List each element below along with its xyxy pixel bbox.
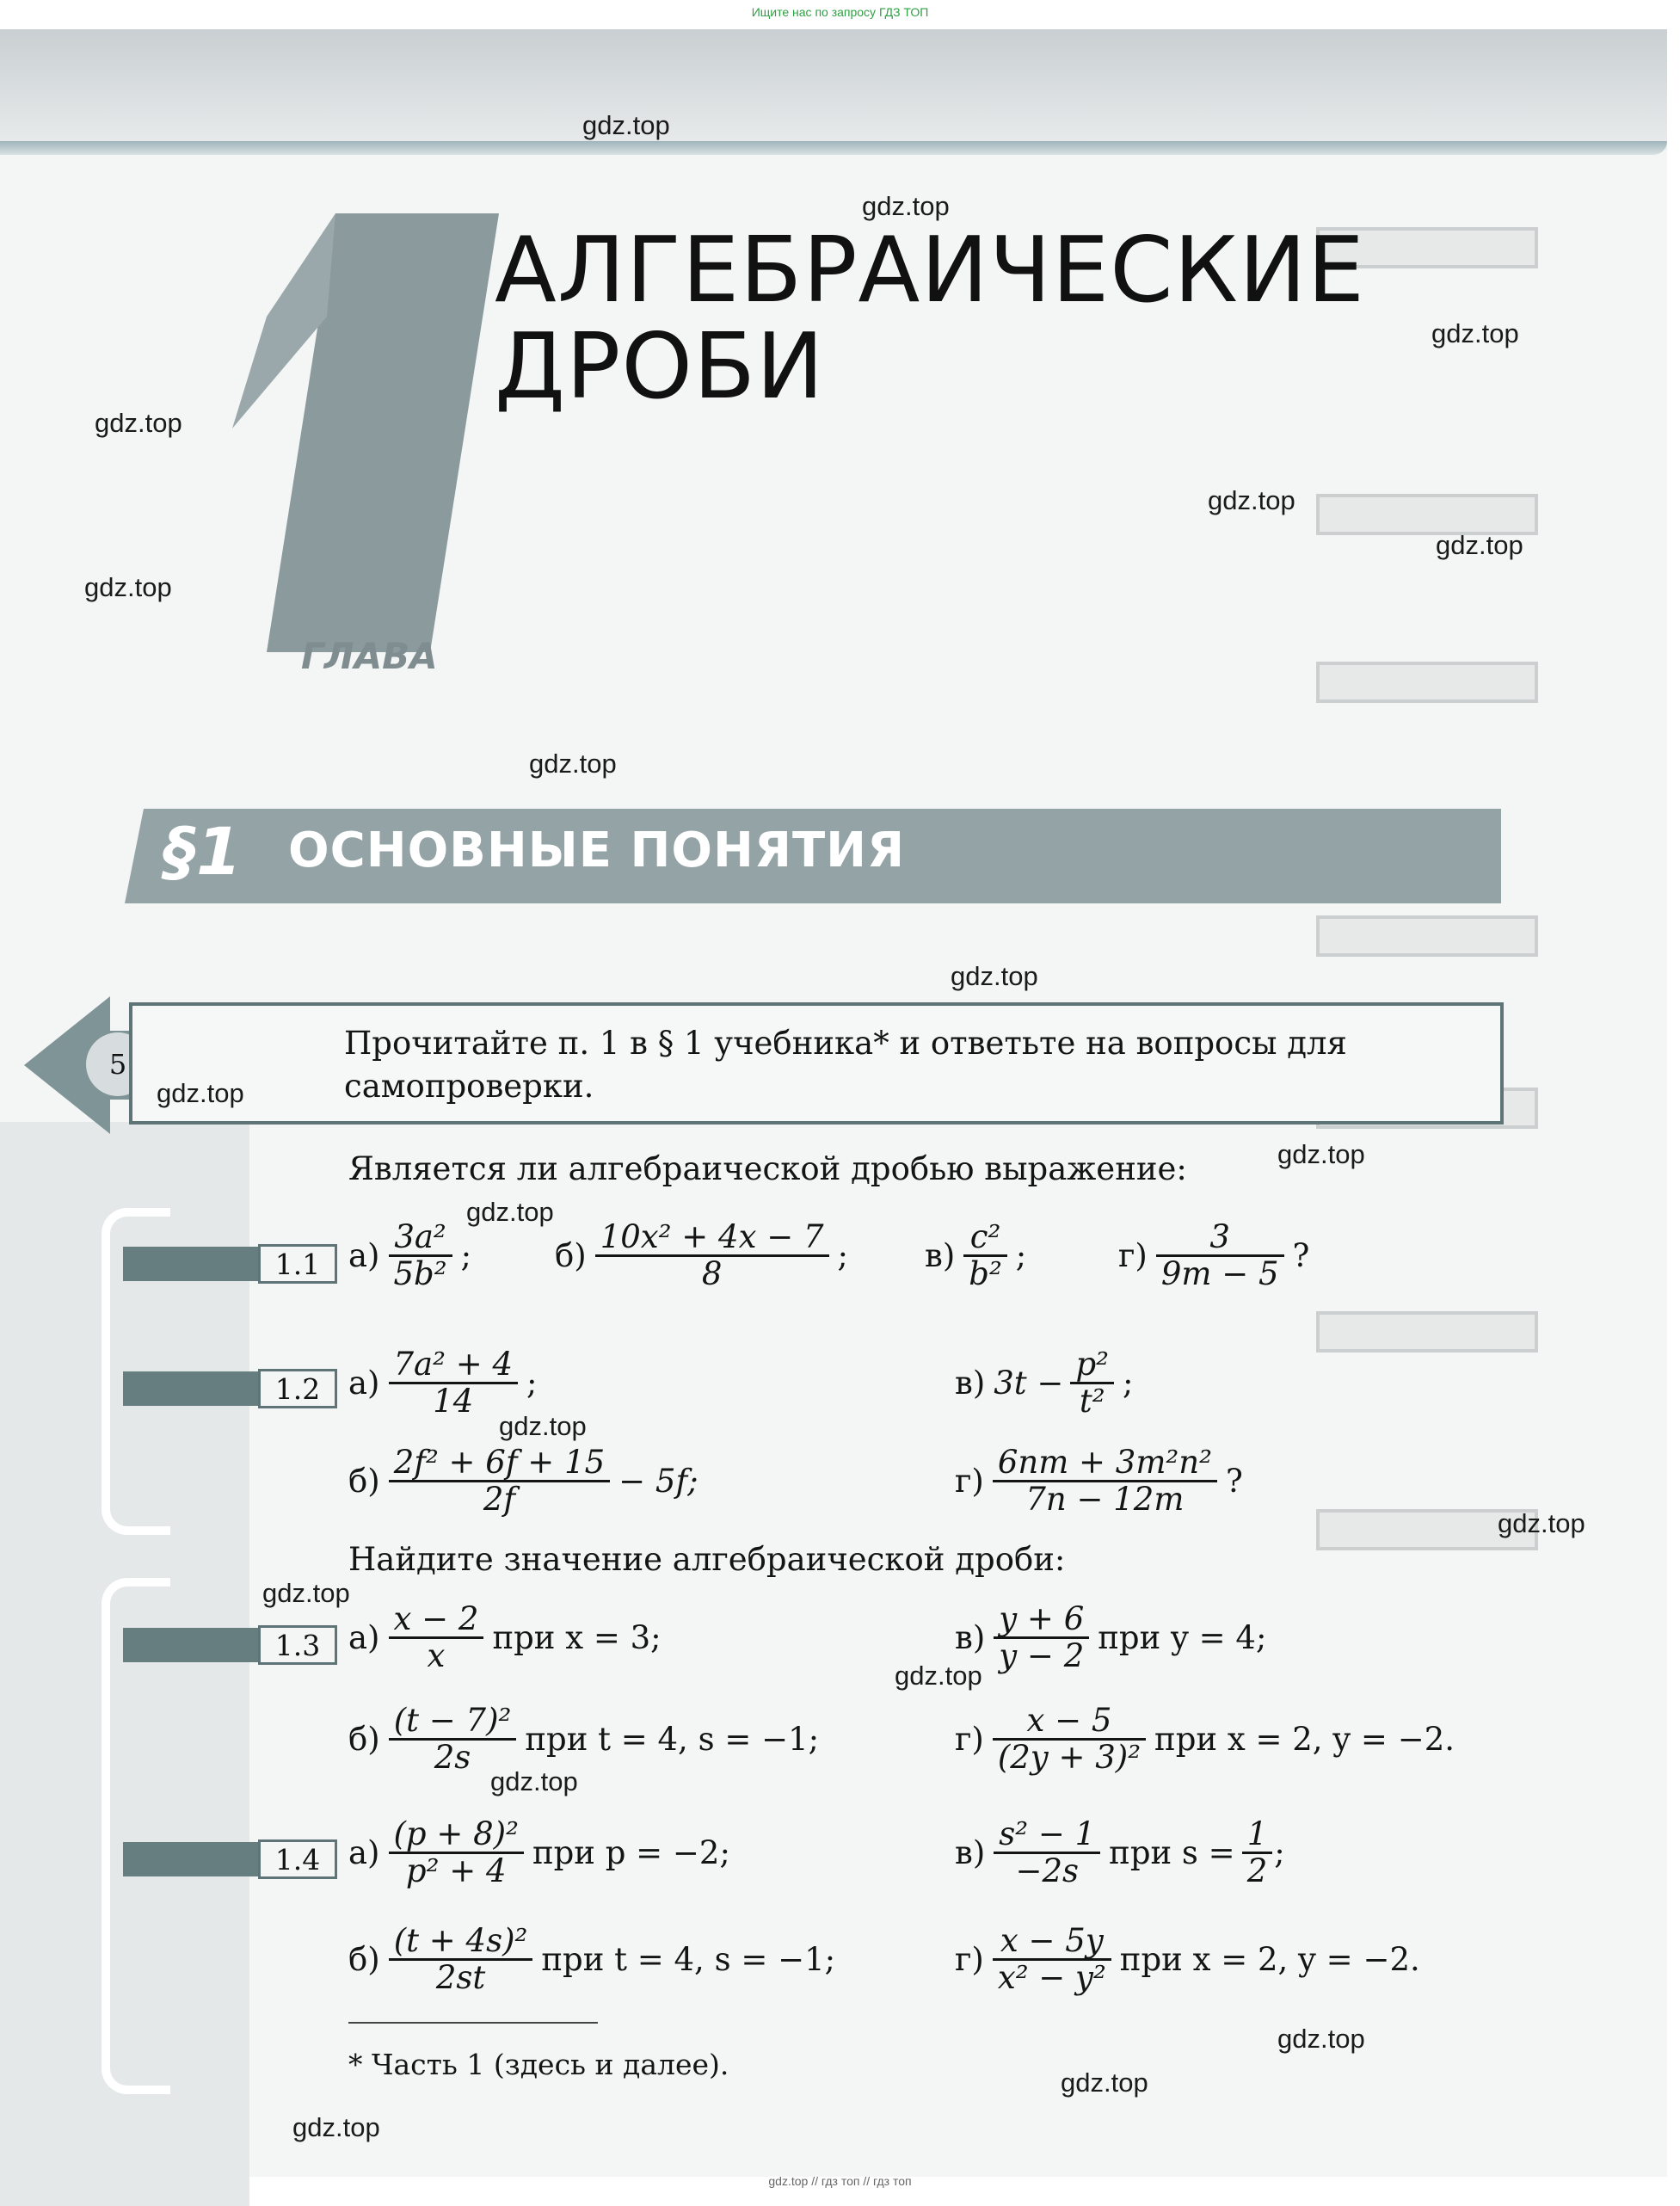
task-number: 1.2: [258, 1369, 337, 1408]
site-watermark[interactable]: gdz.top: [1061, 2067, 1148, 2098]
item-suffix: при s =: [1109, 1833, 1235, 1871]
task-item: [955, 1817, 1285, 1889]
task-item: [955, 1924, 1420, 1995]
task-number: 1.4: [258, 1839, 337, 1879]
instruction-is-fraction: Является ли алгебраической дробью выражение:: [348, 1150, 1187, 1187]
fraction-numerator: 6nm + 3m²n²: [993, 1445, 1217, 1482]
section-title: ОСНОВНЫЕ ПОНЯТИЯ: [288, 823, 906, 878]
item-suffix: ;: [460, 1236, 472, 1274]
fraction: [389, 1817, 524, 1889]
item-suffix: ;: [526, 1364, 538, 1402]
item-label: в): [955, 1364, 986, 1402]
item-label: б): [555, 1236, 587, 1274]
instruction-find-value: Найдите значение алгебраической дроби:: [348, 1541, 1066, 1578]
task-number: 1.3: [258, 1625, 337, 1665]
fraction-denominator: 8: [701, 1255, 723, 1292]
section-banner-cut: [125, 809, 144, 903]
item-label: б): [348, 1940, 380, 1978]
fraction: [1242, 1817, 1273, 1889]
item-suffix: ;: [1122, 1364, 1134, 1402]
site-watermark[interactable]: gdz.top: [490, 1766, 578, 1796]
site-watermark[interactable]: gdz.top: [1277, 2024, 1365, 2054]
fraction: [389, 1347, 519, 1419]
task-item: [348, 1924, 835, 1995]
item-label: а): [348, 1364, 380, 1402]
fraction-numerator: (t − 7)²: [389, 1704, 517, 1741]
item-suffix: − 5f;: [618, 1462, 698, 1500]
task-item: [348, 1704, 819, 1775]
section-number: §1: [163, 813, 242, 890]
task-item: [925, 1220, 1026, 1291]
task-item: [348, 1445, 698, 1517]
item-suffix: при y = 4;: [1098, 1618, 1267, 1656]
item-label: г): [955, 1720, 984, 1758]
item-label: г): [955, 1940, 984, 1978]
task-item: [955, 1445, 1243, 1517]
site-watermark[interactable]: gdz.top: [466, 1197, 554, 1227]
fraction-denominator: p² + 4: [405, 1852, 507, 1889]
item-label: г): [1118, 1236, 1148, 1274]
fraction-numerator: (p + 8)²: [389, 1817, 524, 1854]
task-item: [348, 1220, 471, 1291]
page-number: 5: [86, 1032, 150, 1096]
fraction-denominator: −2s: [1015, 1852, 1079, 1889]
show-through-box: [1316, 494, 1538, 535]
site-watermark[interactable]: gdz.top: [499, 1411, 587, 1441]
item-label: б): [348, 1462, 380, 1500]
chapter-title-line2: ДРОБИ: [495, 314, 825, 419]
item-label: в): [955, 1833, 986, 1871]
fraction: [993, 1445, 1217, 1517]
chapter-number-graphic: [232, 213, 499, 652]
task-item: [1118, 1220, 1309, 1291]
fraction-numerator: 2f² + 6f + 15: [389, 1445, 610, 1482]
fraction-denominator: 5b²: [393, 1255, 447, 1292]
fraction-denominator: y − 2: [999, 1637, 1085, 1674]
task-item: [348, 1602, 662, 1673]
item-label: а): [348, 1833, 380, 1871]
fraction-numerator: x − 5y: [993, 1924, 1111, 1961]
fraction-numerator: 7a² + 4: [389, 1347, 519, 1384]
item-label: а): [348, 1236, 380, 1274]
fraction: [389, 1704, 517, 1775]
fraction-denominator: 9m − 5: [1160, 1255, 1279, 1292]
top-watermark: Ищите нас по запросу ГДЗ ТОП: [751, 5, 929, 19]
task-item: [955, 1347, 1133, 1419]
site-watermark[interactable]: gdz.top: [84, 572, 172, 602]
item-suffix: ;: [1274, 1833, 1285, 1871]
fraction-numerator: 1: [1242, 1817, 1273, 1854]
fraction-numerator: s² − 1: [994, 1817, 1100, 1854]
fraction-numerator: c²: [963, 1220, 1007, 1257]
site-watermark[interactable]: gdz.top: [895, 1661, 982, 1691]
fraction-denominator: x² − y²: [997, 1959, 1106, 1996]
task-item: [555, 1220, 848, 1291]
item-suffix: при t = 4, s = −1;: [525, 1720, 820, 1758]
site-watermark[interactable]: gdz.top: [1208, 485, 1295, 515]
fraction: [389, 1220, 452, 1291]
item-label: в): [925, 1236, 956, 1274]
site-watermark[interactable]: gdz.top: [951, 961, 1038, 991]
bottom-watermark: gdz.top // гдз топ // гдз топ: [768, 2174, 912, 2188]
site-watermark[interactable]: gdz.top: [157, 1078, 244, 1108]
item-label: в): [955, 1618, 986, 1656]
fraction-denominator: 14: [433, 1383, 474, 1420]
item-label: а): [348, 1618, 380, 1656]
site-watermark[interactable]: gdz.top: [862, 191, 950, 221]
fraction-numerator: x − 5: [993, 1704, 1146, 1741]
site-watermark[interactable]: gdz.top: [529, 749, 617, 779]
item-suffix: при t = 4, s = −1;: [541, 1940, 836, 1978]
fraction-numerator: y + 6: [994, 1602, 1089, 1639]
item-suffix: ?: [1225, 1462, 1243, 1500]
task-item: [955, 1704, 1455, 1775]
fraction-numerator: x − 2: [389, 1602, 484, 1639]
fraction: [389, 1924, 533, 1995]
fraction-denominator: 2: [1246, 1852, 1268, 1889]
site-watermark[interactable]: gdz.top: [1431, 318, 1519, 348]
chapter-title: [495, 218, 1365, 419]
item-suffix: ;: [837, 1236, 848, 1274]
fraction-numerator: 10x² + 4x − 7: [595, 1220, 829, 1257]
fraction-numerator: 3: [1156, 1220, 1284, 1257]
site-watermark[interactable]: gdz.top: [95, 408, 182, 438]
fraction-numerator: (t + 4s)²: [389, 1924, 533, 1961]
fraction-denominator: (2y + 3)²: [997, 1739, 1142, 1776]
item-label: б): [348, 1720, 380, 1758]
task-number: 1.1: [258, 1244, 337, 1284]
item-suffix: ?: [1292, 1236, 1310, 1274]
fraction: [994, 1817, 1100, 1889]
fraction: [993, 1924, 1111, 1995]
fraction-denominator: b²: [969, 1255, 1002, 1292]
site-watermark[interactable]: gdz.top: [1498, 1508, 1585, 1538]
chapter-label: ГЛАВА: [301, 635, 438, 677]
fraction: [963, 1220, 1007, 1291]
task-item: [348, 1347, 537, 1419]
page-top-rule: [0, 141, 1667, 155]
fraction-denominator: 2st: [435, 1959, 486, 1996]
item-suffix: при x = 3;: [492, 1618, 662, 1656]
intro-text: Прочитайте п. 1 в § 1 учебника* и ответьте на вопросы для самопроверки.: [344, 1025, 1347, 1105]
show-through-box: [1316, 915, 1538, 957]
fraction-denominator: 7n − 12m: [1025, 1481, 1185, 1518]
fraction: [389, 1445, 610, 1517]
item-suffix: при x = 2, y = −2.: [1119, 1940, 1420, 1978]
fraction-denominator: 2s: [434, 1739, 471, 1776]
site-watermark[interactable]: gdz.top: [582, 110, 670, 140]
site-watermark[interactable]: gdz.top: [292, 2112, 380, 2142]
item-suffix: ;: [1015, 1236, 1027, 1274]
show-through-box: [1316, 662, 1538, 703]
task-item: [348, 1817, 730, 1889]
fraction: [993, 1704, 1146, 1775]
show-through-box: [1316, 1311, 1538, 1353]
fraction: [994, 1602, 1089, 1673]
item-suffix: при p = −2;: [532, 1833, 730, 1871]
item-label: г): [955, 1462, 984, 1500]
fraction-denominator: 2f: [483, 1481, 516, 1518]
fraction-denominator: x: [427, 1637, 446, 1674]
footnote-rule: [348, 2022, 598, 2024]
fraction-numerator: 3a²: [389, 1220, 452, 1257]
item-suffix: при x = 2, y = −2.: [1154, 1720, 1455, 1758]
item-prefix: 3t −: [994, 1364, 1064, 1402]
footnote: * Часть 1 (здесь и далее).: [348, 2048, 729, 2081]
fraction: [1070, 1347, 1114, 1419]
site-watermark[interactable]: gdz.top: [1277, 1139, 1365, 1169]
fraction: [1156, 1220, 1284, 1291]
fraction: [389, 1602, 484, 1673]
task-item: [955, 1602, 1266, 1673]
fraction: [595, 1220, 829, 1291]
site-watermark[interactable]: gdz.top: [1436, 530, 1523, 560]
chapter-title-line1: АЛГЕБРАИЧЕСКИЕ: [495, 218, 1365, 323]
site-watermark[interactable]: gdz.top: [262, 1578, 350, 1608]
fraction-numerator: p²: [1070, 1347, 1114, 1384]
fraction-denominator: t²: [1079, 1383, 1105, 1420]
page-top-band: [0, 29, 1667, 150]
